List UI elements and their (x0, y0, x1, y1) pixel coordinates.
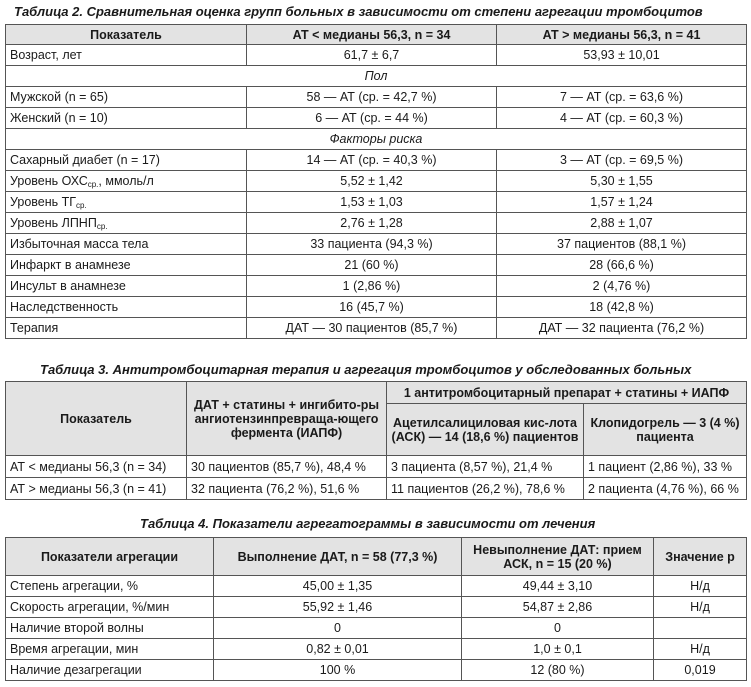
table4-value-dat: 55,92 ± 1,46 (214, 597, 462, 618)
table2-section-title: Факторы риска (6, 129, 747, 150)
table2-row-label (6, 234, 247, 255)
table2-row (6, 255, 747, 276)
table2-row-label-subscript: ср. (76, 201, 87, 210)
table2-row-label-text: Мужской (n = 65) (10, 90, 108, 104)
table2-value-above-median: 28 (66,6 %) (497, 255, 747, 276)
table2-row (6, 318, 747, 339)
table4-header-p-value: Значение p (654, 538, 747, 576)
table2-row-label (6, 297, 247, 318)
table3-value-clopidogrel: 2 пациента (4,76 %), 66 % (584, 478, 747, 500)
table2-row-label (6, 192, 247, 213)
table2-value-above-median: 7 — АТ (ср. = 63,6 %) (497, 87, 747, 108)
table4-row-label: Время агрегации, мин (6, 639, 214, 660)
table4-row-label: Наличие второй волны (6, 618, 214, 639)
table4-header-indicator: Показатели агрегации (6, 538, 214, 576)
table2-value-above-median: 3 — АТ (ср. = 69,5 %) (497, 150, 747, 171)
table3-value-dat: 30 пациентов (85,7 %), 48,4 % (187, 456, 387, 478)
table4-value-dat: 45,00 ± 1,35 (214, 576, 462, 597)
table3-header-ask: Ацетилсалициловая кис-лота (АСК) — 14 (18,6 %) пациентов (387, 404, 584, 456)
table2-row-label (6, 171, 247, 192)
table4-caption: Таблица 4. Показатели агрегатограммы в зависимости от лечения (140, 516, 596, 531)
table3-header-dat: ДАТ + статины + ингибито-ры ангиотензинпревраща-ющего фермента (ИАПФ) (187, 382, 387, 456)
table2-row-label-text: Возраст, лет (10, 48, 82, 62)
table4-value-p: Н/д (654, 639, 747, 660)
table2-value-below-median: 6 — АТ (ср. = 44 %) (247, 108, 497, 129)
table2-row-label-text: Уровень ЛПНП (10, 216, 97, 230)
table4-row (6, 618, 747, 639)
table2-row (6, 213, 747, 234)
table2-row-label-subscript: ср. (87, 180, 99, 189)
table2-row-label-text: Женский (n = 10) (10, 111, 108, 125)
table2-value-above-median: 37 пациентов (88,1 %) (497, 234, 747, 255)
table2 (5, 24, 747, 339)
table2-section-row (6, 129, 747, 150)
table2-row-label-text: Избыточная масса тела (10, 237, 149, 251)
table2-row-label (6, 87, 247, 108)
table2-header-above-median: АТ > медианы 56,3, n = 41 (497, 25, 747, 45)
table2-value-below-median: 14 — АТ (ср. = 40,3 %) (247, 150, 497, 171)
table2-row (6, 108, 747, 129)
table2-value-below-median: 21 (60 %) (247, 255, 497, 276)
table2-row (6, 234, 747, 255)
table3-value-ask: 3 пациента (8,57 %), 21,4 % (387, 456, 584, 478)
table2-row (6, 171, 747, 192)
table2-row (6, 45, 747, 66)
table2-section-row (6, 66, 747, 87)
table2-row (6, 297, 747, 318)
table3-value-clopidogrel: 1 пациент (2,86 %), 33 % (584, 456, 747, 478)
table2-header-indicator: Показатель (6, 25, 247, 45)
table2-row-label-text: Уровень ОХС (10, 174, 88, 188)
table2-value-below-median: 61,7 ± 6,7 (247, 45, 497, 66)
table2-value-above-median: 4 — АТ (ср. = 60,3 %) (497, 108, 747, 129)
table2-value-below-median: 16 (45,7 %) (247, 297, 497, 318)
table2-row-label-text: Уровень ТГ (10, 195, 77, 209)
table3-header-single-agent-group: 1 антитромбоцитарный препарат + статины + ИАПФ (387, 382, 747, 404)
table2-row-label (6, 318, 247, 339)
table4-value-p: 0,019 (654, 660, 747, 681)
table4-value-no-dat: 1,0 ± 0,1 (462, 639, 654, 660)
table2-row-label-text: Инфаркт в анамнезе (10, 258, 131, 272)
table2-row-label-text: Наследственность (10, 300, 119, 314)
table2-row-label-suffix: , ммоль/л (98, 174, 154, 188)
table4-value-no-dat: 0 (462, 618, 654, 639)
table2-caption: Таблица 2. Сравнительная оценка групп больных в зависимости от степени агрегации тромбоцитов (14, 4, 703, 19)
table2-row (6, 87, 747, 108)
table2-value-below-median: 2,76 ± 1,28 (247, 213, 497, 234)
table2-value-below-median: 58 — АТ (ср. = 42,7 %) (247, 87, 497, 108)
table2-value-above-median: 1,57 ± 1,24 (497, 192, 747, 213)
table2-value-below-median: ДАТ — 30 пациентов (85,7 %) (247, 318, 497, 339)
table2-row-label (6, 276, 247, 297)
table3-caption: Таблица 3. Антитромбоцитарная терапия и агрегация тромбоцитов у обследованных больных (40, 362, 692, 377)
table4-row (6, 597, 747, 618)
table3-value-ask: 11 пациентов (26,2 %), 78,6 % (387, 478, 584, 500)
table2-value-above-median: 2 (4,76 %) (497, 276, 747, 297)
table2-row-label-subscript: ср. (96, 222, 108, 231)
table4-row-label: Скорость агрегации, %/мин (6, 597, 214, 618)
table2-row-label (6, 108, 247, 129)
table2-row-label (6, 150, 247, 171)
table2-value-below-median: 1 (2,86 %) (247, 276, 497, 297)
table4-header-no-dat: Невыполнение ДАТ: прием АСК, n = 15 (20 %) (462, 538, 654, 576)
table2-value-above-median: 53,93 ± 10,01 (497, 45, 747, 66)
table2-row-label (6, 45, 247, 66)
table3-row (6, 456, 747, 478)
table2-section-title: Пол (6, 66, 747, 87)
table3-header-indicator: Показатель (6, 382, 187, 456)
table4-value-no-dat: 54,87 ± 2,86 (462, 597, 654, 618)
table2-value-above-median: 2,88 ± 1,07 (497, 213, 747, 234)
table4-row (6, 639, 747, 660)
table3-value-dat: 32 пациента (76,2 %), 51,6 % (187, 478, 387, 500)
table3-row (6, 478, 747, 500)
table2-value-above-median: 18 (42,8 %) (497, 297, 747, 318)
table2-row-label-text: Терапия (10, 321, 59, 335)
table2-value-above-median: ДАТ — 32 пациента (76,2 %) (497, 318, 747, 339)
table2-value-below-median: 33 пациента (94,3 %) (247, 234, 497, 255)
table2-header-below-median: АТ < медианы 56,3, n = 34 (247, 25, 497, 45)
table4-row-label: Наличие дезагрегации (6, 660, 214, 681)
table2-value-above-median: 5,30 ± 1,55 (497, 171, 747, 192)
table3-row-label: АТ < медианы 56,3 (n = 34) (6, 456, 187, 478)
table2-value-below-median: 5,52 ± 1,42 (247, 171, 497, 192)
table3-row-label: АТ > медианы 56,3 (n = 41) (6, 478, 187, 500)
table4-header-dat: Выполнение ДАТ, n = 58 (77,3 %) (214, 538, 462, 576)
table2-row (6, 150, 747, 171)
table4-value-dat: 100 % (214, 660, 462, 681)
table2-row (6, 192, 747, 213)
table4-value-p (654, 618, 747, 639)
table3 (5, 381, 747, 500)
table3-header-clopidogrel: Клопидогрель — 3 (4 %) пациента (584, 404, 747, 456)
table4-value-dat: 0,82 ± 0,01 (214, 639, 462, 660)
table2-value-below-median: 1,53 ± 1,03 (247, 192, 497, 213)
table4-value-no-dat: 49,44 ± 3,10 (462, 576, 654, 597)
table4-row (6, 660, 747, 681)
table4-value-no-dat: 12 (80 %) (462, 660, 654, 681)
table2-row-label-text: Инсульт в анамнезе (10, 279, 126, 293)
table2-row (6, 276, 747, 297)
table2-row-label (6, 213, 247, 234)
table4-value-p: Н/д (654, 597, 747, 618)
table2-row-label-text: Сахарный диабет (n = 17) (10, 153, 160, 167)
table4-row-label: Степень агрегации, % (6, 576, 214, 597)
table2-row-label (6, 255, 247, 276)
table4-value-p: Н/д (654, 576, 747, 597)
table4 (5, 537, 747, 681)
table4-row (6, 576, 747, 597)
table4-value-dat: 0 (214, 618, 462, 639)
